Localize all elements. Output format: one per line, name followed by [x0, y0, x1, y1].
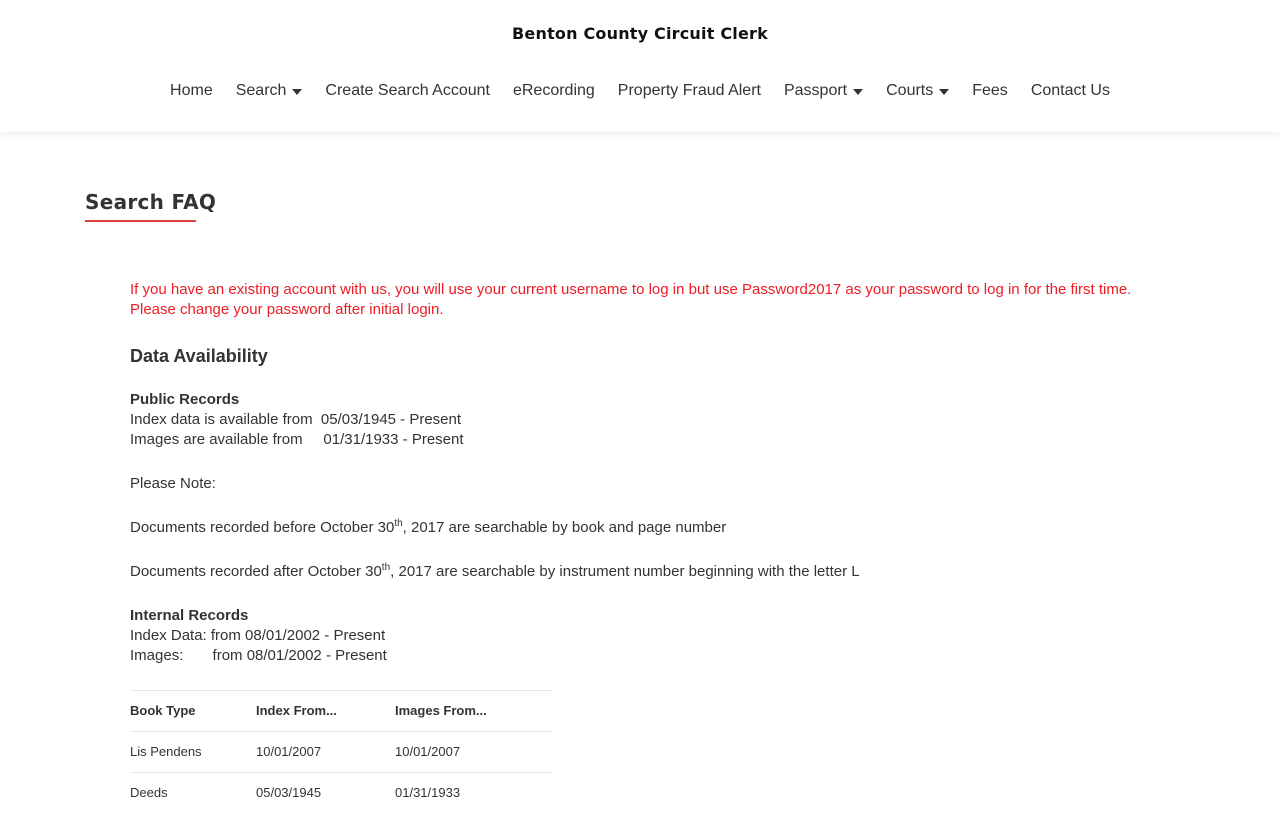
nav-home[interactable] [170, 82, 213, 100]
nav-courts[interactable] [886, 82, 949, 100]
table-header-row [130, 691, 552, 732]
doc-before-post: , 2017 are searchable by book and page number [403, 519, 727, 536]
public-images-line: Images are available from 01/31/1933 - Present [130, 430, 1160, 450]
table-row [130, 773, 552, 813]
doc-after-pre: Documents recorded after October 30 [130, 563, 382, 580]
data-availability-heading: Data Availability [130, 344, 1160, 368]
table-cell: 10/01/2007 [256, 732, 395, 773]
nav-label: Fees [972, 82, 1008, 100]
doc-before-sup: th [394, 518, 402, 529]
table-cell: 01/31/1933 [395, 773, 552, 813]
internal-index-line: Index Data: from 08/01/2002 - Present [130, 626, 1160, 646]
public-records-block [130, 390, 1160, 450]
nav-label: Create Search Account [325, 82, 490, 100]
doc-before-pre: Documents recorded before October 30 [130, 519, 394, 536]
nav-search[interactable] [236, 82, 303, 100]
please-note: Please Note: [130, 474, 1160, 494]
public-index-line: Index data is available from 05/03/1945 - Present [130, 410, 1160, 430]
entry-content [130, 280, 1160, 813]
nav-label: Property Fraud Alert [618, 82, 761, 100]
nav-label: Passport [784, 82, 847, 100]
public-records-title: Public Records [130, 390, 1160, 410]
records-table [130, 690, 552, 813]
doc-after-sup: th [382, 562, 390, 573]
nav-contact-us[interactable] [1031, 82, 1110, 100]
main-content [0, 132, 1280, 800]
title-underline [85, 220, 196, 222]
doc-after-note [130, 562, 1160, 582]
nav-label: eRecording [513, 82, 595, 100]
table-cell: 05/03/1945 [256, 773, 395, 813]
internal-records-title: Internal Records [130, 606, 1160, 626]
internal-records-block [130, 606, 1160, 666]
internal-images-line: Images: from 08/01/2002 - Present [130, 646, 1160, 666]
chevron-down-icon[interactable] [853, 89, 863, 95]
table-cell: Lis Pendens [130, 732, 256, 773]
nav-label: Home [170, 82, 213, 100]
col-header-images-from: Images From... [395, 691, 552, 732]
col-header-book-type: Book Type [130, 691, 256, 732]
chevron-down-icon[interactable] [292, 89, 302, 95]
nav-create-search-account[interactable] [325, 82, 490, 100]
chevron-down-icon[interactable] [939, 89, 949, 95]
nav-property-fraud-alert[interactable] [618, 82, 761, 100]
table-cell: Deeds [130, 773, 256, 813]
doc-before-note [130, 518, 1160, 538]
nav-label: Search [236, 82, 287, 100]
nav-fees[interactable] [972, 82, 1008, 100]
nav-label: Courts [886, 82, 933, 100]
table-row [130, 732, 552, 773]
nav-erecording[interactable] [513, 82, 595, 100]
table-cell: 10/01/2007 [395, 732, 552, 773]
password-notice: If you have an existing account with us, you will use your current username to log in but use Password2017 as your password to log in for the first time. Please change your password after initial login. [130, 280, 1160, 320]
nav-label: Contact Us [1031, 82, 1110, 100]
site-title[interactable]: Benton County Circuit Clerk [0, 24, 1280, 43]
nav-passport[interactable] [784, 82, 863, 100]
page-title: Search FAQ [85, 190, 216, 214]
doc-after-post: , 2017 are searchable by instrument number beginning with the letter L [390, 563, 859, 580]
site-header [0, 0, 1280, 132]
col-header-index-from: Index From... [256, 691, 395, 732]
main-nav [0, 82, 1280, 100]
